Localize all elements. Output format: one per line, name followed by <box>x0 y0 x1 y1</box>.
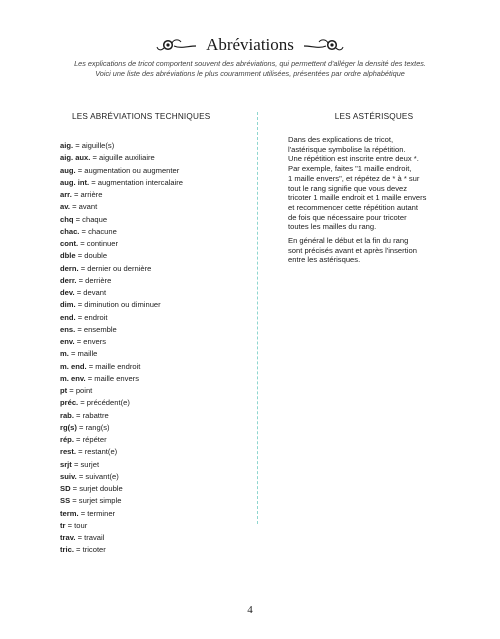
abbreviation-term: aig. aux. <box>60 153 91 163</box>
abbreviation-term: end. <box>60 312 76 322</box>
asterisks-column <box>288 112 458 265</box>
paragraph-line: Une répétition est inscrite entre deux *. <box>288 154 419 164</box>
abbreviation-item <box>60 189 245 201</box>
abbreviation-term: trav. <box>60 533 76 542</box>
abbreviation-term: m. env. <box>60 373 86 383</box>
abbreviation-term: tr <box>60 520 66 530</box>
abbreviation-item <box>60 312 245 324</box>
abbreviation-item <box>60 373 245 385</box>
abbreviation-term: chq <box>60 214 74 224</box>
abbreviation-item <box>60 348 245 360</box>
abbreviation-item <box>60 446 245 458</box>
abbreviation-meaning: = surjet simple <box>70 496 122 506</box>
abbreviation-meaning: = aiguille auxiliaire <box>90 153 155 163</box>
abbreviation-meaning: = augmentation ou augmenter <box>75 165 180 175</box>
abbreviation-item <box>60 201 245 213</box>
paragraph-line: sont précisés avant et après l'insertion <box>288 245 417 255</box>
abbreviation-meaning: = diminution ou diminuer <box>75 300 161 310</box>
abbreviation-term: préc. <box>60 398 79 408</box>
column-divider <box>257 112 258 524</box>
abbreviation-item <box>60 250 245 262</box>
paragraph-line: et recommencer cette répétition autant <box>288 202 419 212</box>
abbreviation-item <box>60 177 245 189</box>
abbreviation-term: ens. <box>60 324 76 334</box>
abbreviation-item <box>60 214 245 226</box>
abbreviation-item <box>60 544 245 556</box>
abbreviation-meaning: = tour <box>65 520 88 530</box>
abbreviation-term: rest. <box>60 447 77 457</box>
abbreviation-term: derr. <box>60 275 77 285</box>
abbreviation-term: rg(s) <box>60 422 77 432</box>
abbreviation-term: cont. <box>60 239 79 248</box>
abbreviation-item <box>60 459 245 471</box>
abbreviation-item <box>60 532 245 544</box>
abbreviation-item <box>60 238 245 250</box>
abbreviation-meaning: = aiguille(s) <box>73 141 115 150</box>
paragraph-line: tout le rang signifie que vous devez <box>288 183 408 193</box>
abbreviation-meaning: = terminer <box>78 508 116 518</box>
flourish-ornament-left-icon <box>155 37 197 53</box>
abbreviation-term: term. <box>60 508 79 518</box>
abbreviation-meaning: = surjet double <box>70 484 123 493</box>
abbreviation-term: pt <box>60 386 68 395</box>
abbreviation-meaning: = double <box>75 251 108 261</box>
abbreviation-term: m. end. <box>60 361 87 371</box>
abbreviation-meaning: = augmentation intercalaire <box>89 177 184 187</box>
asterisks-heading: LES ASTÉRISQUES <box>334 112 414 121</box>
abbreviation-meaning: = précédent(e) <box>78 398 130 408</box>
abbreviation-term: suiv. <box>60 471 77 481</box>
abbreviation-item <box>60 434 245 446</box>
abbreviation-item <box>60 471 245 483</box>
abbreviation-term: env. <box>60 337 75 346</box>
paragraph-line: 1 maille envers", et répétez de * à * sur <box>288 173 420 183</box>
abbreviation-term: aug. <box>60 165 76 175</box>
abbreviation-term: chac. <box>60 226 80 236</box>
flourish-ornament-right-icon <box>303 37 345 53</box>
abbreviation-item <box>60 263 245 275</box>
abbreviation-list <box>60 140 245 557</box>
abbreviation-meaning: = maille endroit <box>86 361 141 371</box>
abbreviation-meaning: = rang(s) <box>76 422 110 432</box>
paragraph-line: Par exemple, faites "1 maille endroit, <box>288 164 412 174</box>
paragraph-line: l'astérisque symbolise la répétition. <box>288 144 406 154</box>
abbreviation-item <box>60 410 245 422</box>
page-number: 4 <box>247 604 253 616</box>
abbreviation-item <box>60 385 245 397</box>
abbreviation-item <box>60 508 245 520</box>
abbreviation-term: aig. <box>60 141 74 150</box>
abbreviation-term: dern. <box>60 263 79 273</box>
abbreviation-item <box>60 324 245 336</box>
paragraph-line: toutes les mailles du rang. <box>288 222 377 232</box>
abbreviation-item <box>60 422 245 434</box>
abbreviation-meaning: = derrière <box>76 275 112 285</box>
abbreviation-meaning: = chaque <box>73 214 108 224</box>
abbreviation-item <box>60 361 245 373</box>
paragraph-line: de fois que nécessaire pour tricoter <box>288 212 407 222</box>
abbreviation-meaning: = suivant(e) <box>76 471 119 481</box>
technical-abbreviations-column <box>60 112 245 557</box>
paragraph-line: Dans des explications de tricot, <box>288 135 394 144</box>
intro-text: Les explications de tricot comportent souvent des abréviations, qui permettent d'alléger la densité des textes. Voici une liste des abréviations le plus couramment utilisées, présentées par ordre alphabétique <box>74 59 426 78</box>
abbreviation-meaning: = travail <box>75 533 105 542</box>
abbreviation-term: tric. <box>60 545 74 555</box>
abbreviation-meaning: = rabattre <box>73 410 109 420</box>
abbreviation-item <box>60 495 245 507</box>
abbreviation-meaning: = avant <box>70 202 98 212</box>
abbreviation-item <box>60 483 245 495</box>
abbreviation-meaning: = arrière <box>71 190 103 199</box>
abbreviation-item <box>60 336 245 348</box>
abbreviation-term: dble <box>60 251 76 261</box>
abbreviation-term: rab. <box>60 410 74 420</box>
abbreviation-meaning: = devant <box>74 288 107 297</box>
abbreviation-term: m. <box>60 349 69 359</box>
paragraph-line: tricoter 1 maille endroit et 1 maille envers <box>288 193 427 203</box>
abbreviation-meaning: = répéter <box>73 435 107 444</box>
abbreviation-meaning: = maille <box>68 349 98 359</box>
technical-abbreviations-heading: LES ABRÉVIATIONS TECHNIQUES <box>72 112 211 121</box>
abbreviation-meaning: = endroit <box>75 312 108 322</box>
abbreviation-item <box>60 152 245 164</box>
abbreviation-term: SS <box>60 496 71 506</box>
abbreviation-term: aug. int. <box>60 177 90 187</box>
page-title: Abréviations <box>206 35 294 54</box>
abbreviation-item <box>60 520 245 532</box>
paragraph-line: entre les astérisques. <box>288 255 361 265</box>
abbreviation-item <box>60 397 245 409</box>
abbreviation-item <box>60 140 245 152</box>
abbreviation-term: arr. <box>60 190 72 199</box>
abbreviation-term: dim. <box>60 300 76 310</box>
abbreviation-item <box>60 299 245 311</box>
asterisks-paragraph-1 <box>288 135 458 232</box>
abbreviation-meaning: = tricoter <box>73 545 106 555</box>
abbreviation-item <box>60 287 245 299</box>
abbreviation-meaning: = point <box>67 386 93 395</box>
abbreviation-meaning: = envers <box>74 337 107 346</box>
asterisks-paragraph-2 <box>288 236 458 265</box>
abbreviation-meaning: = chacune <box>79 226 117 236</box>
abbreviation-item <box>60 165 245 177</box>
abbreviation-meaning: = restant(e) <box>76 447 118 457</box>
abbreviation-item <box>60 275 245 287</box>
paragraph-line: En général le début et la fin du rang <box>288 236 409 246</box>
abbreviation-meaning: = surjet <box>71 459 100 469</box>
abbreviation-meaning: = continuer <box>78 239 119 248</box>
abbreviation-term: SD <box>60 484 71 493</box>
abbreviation-meaning: = ensemble <box>75 324 117 334</box>
abbreviation-item <box>60 226 245 238</box>
abbreviation-term: dev. <box>60 288 75 297</box>
abbreviation-meaning: = maille envers <box>85 373 139 383</box>
abbreviation-meaning: = dernier ou dernière <box>78 263 152 273</box>
abbreviation-term: av. <box>60 202 70 212</box>
abbreviation-term: srjt <box>60 459 72 469</box>
abbreviation-term: rép. <box>60 435 74 444</box>
page-header <box>0 34 500 56</box>
